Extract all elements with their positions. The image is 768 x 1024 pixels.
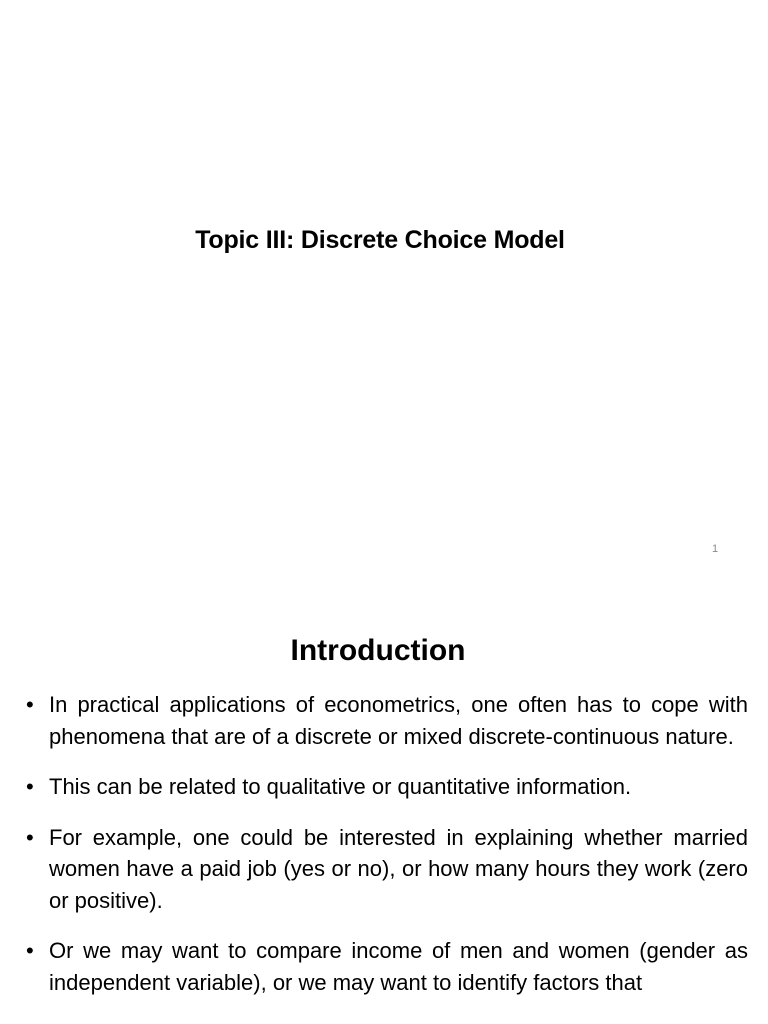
bullet-item [24,822,748,917]
bullet-icon: • [26,774,34,799]
bullet-text: This can be related to qualitative or quantitative information. [49,774,632,799]
slide-title: Topic III: Discrete Choice Model [195,226,565,254]
bullet-item [24,771,748,803]
slide-2 [0,576,768,1024]
bullet-item [24,935,748,998]
bullet-icon: • [26,824,34,850]
bullet-icon: • [26,938,34,963]
slide-number: 1 [712,543,719,555]
bullet-icon: • [26,692,34,717]
bullet-text: Or we may want to compare income of men and women (gender as independent variable), or we may want to identify factors that [49,938,748,995]
bullet-text: For example, one could be interested in explaining whether married women have a paid job (yes or no), or how many hours they work (zero or positive). [49,824,748,913]
bullet-item [24,689,748,752]
slide-title: Introduction [290,634,466,667]
bullet-list [24,689,748,1017]
bullet-text: In practical applications of econometrics, one often has to cope with phenomena that are of a discrete or mixed discrete-continuous nature. [49,692,748,749]
